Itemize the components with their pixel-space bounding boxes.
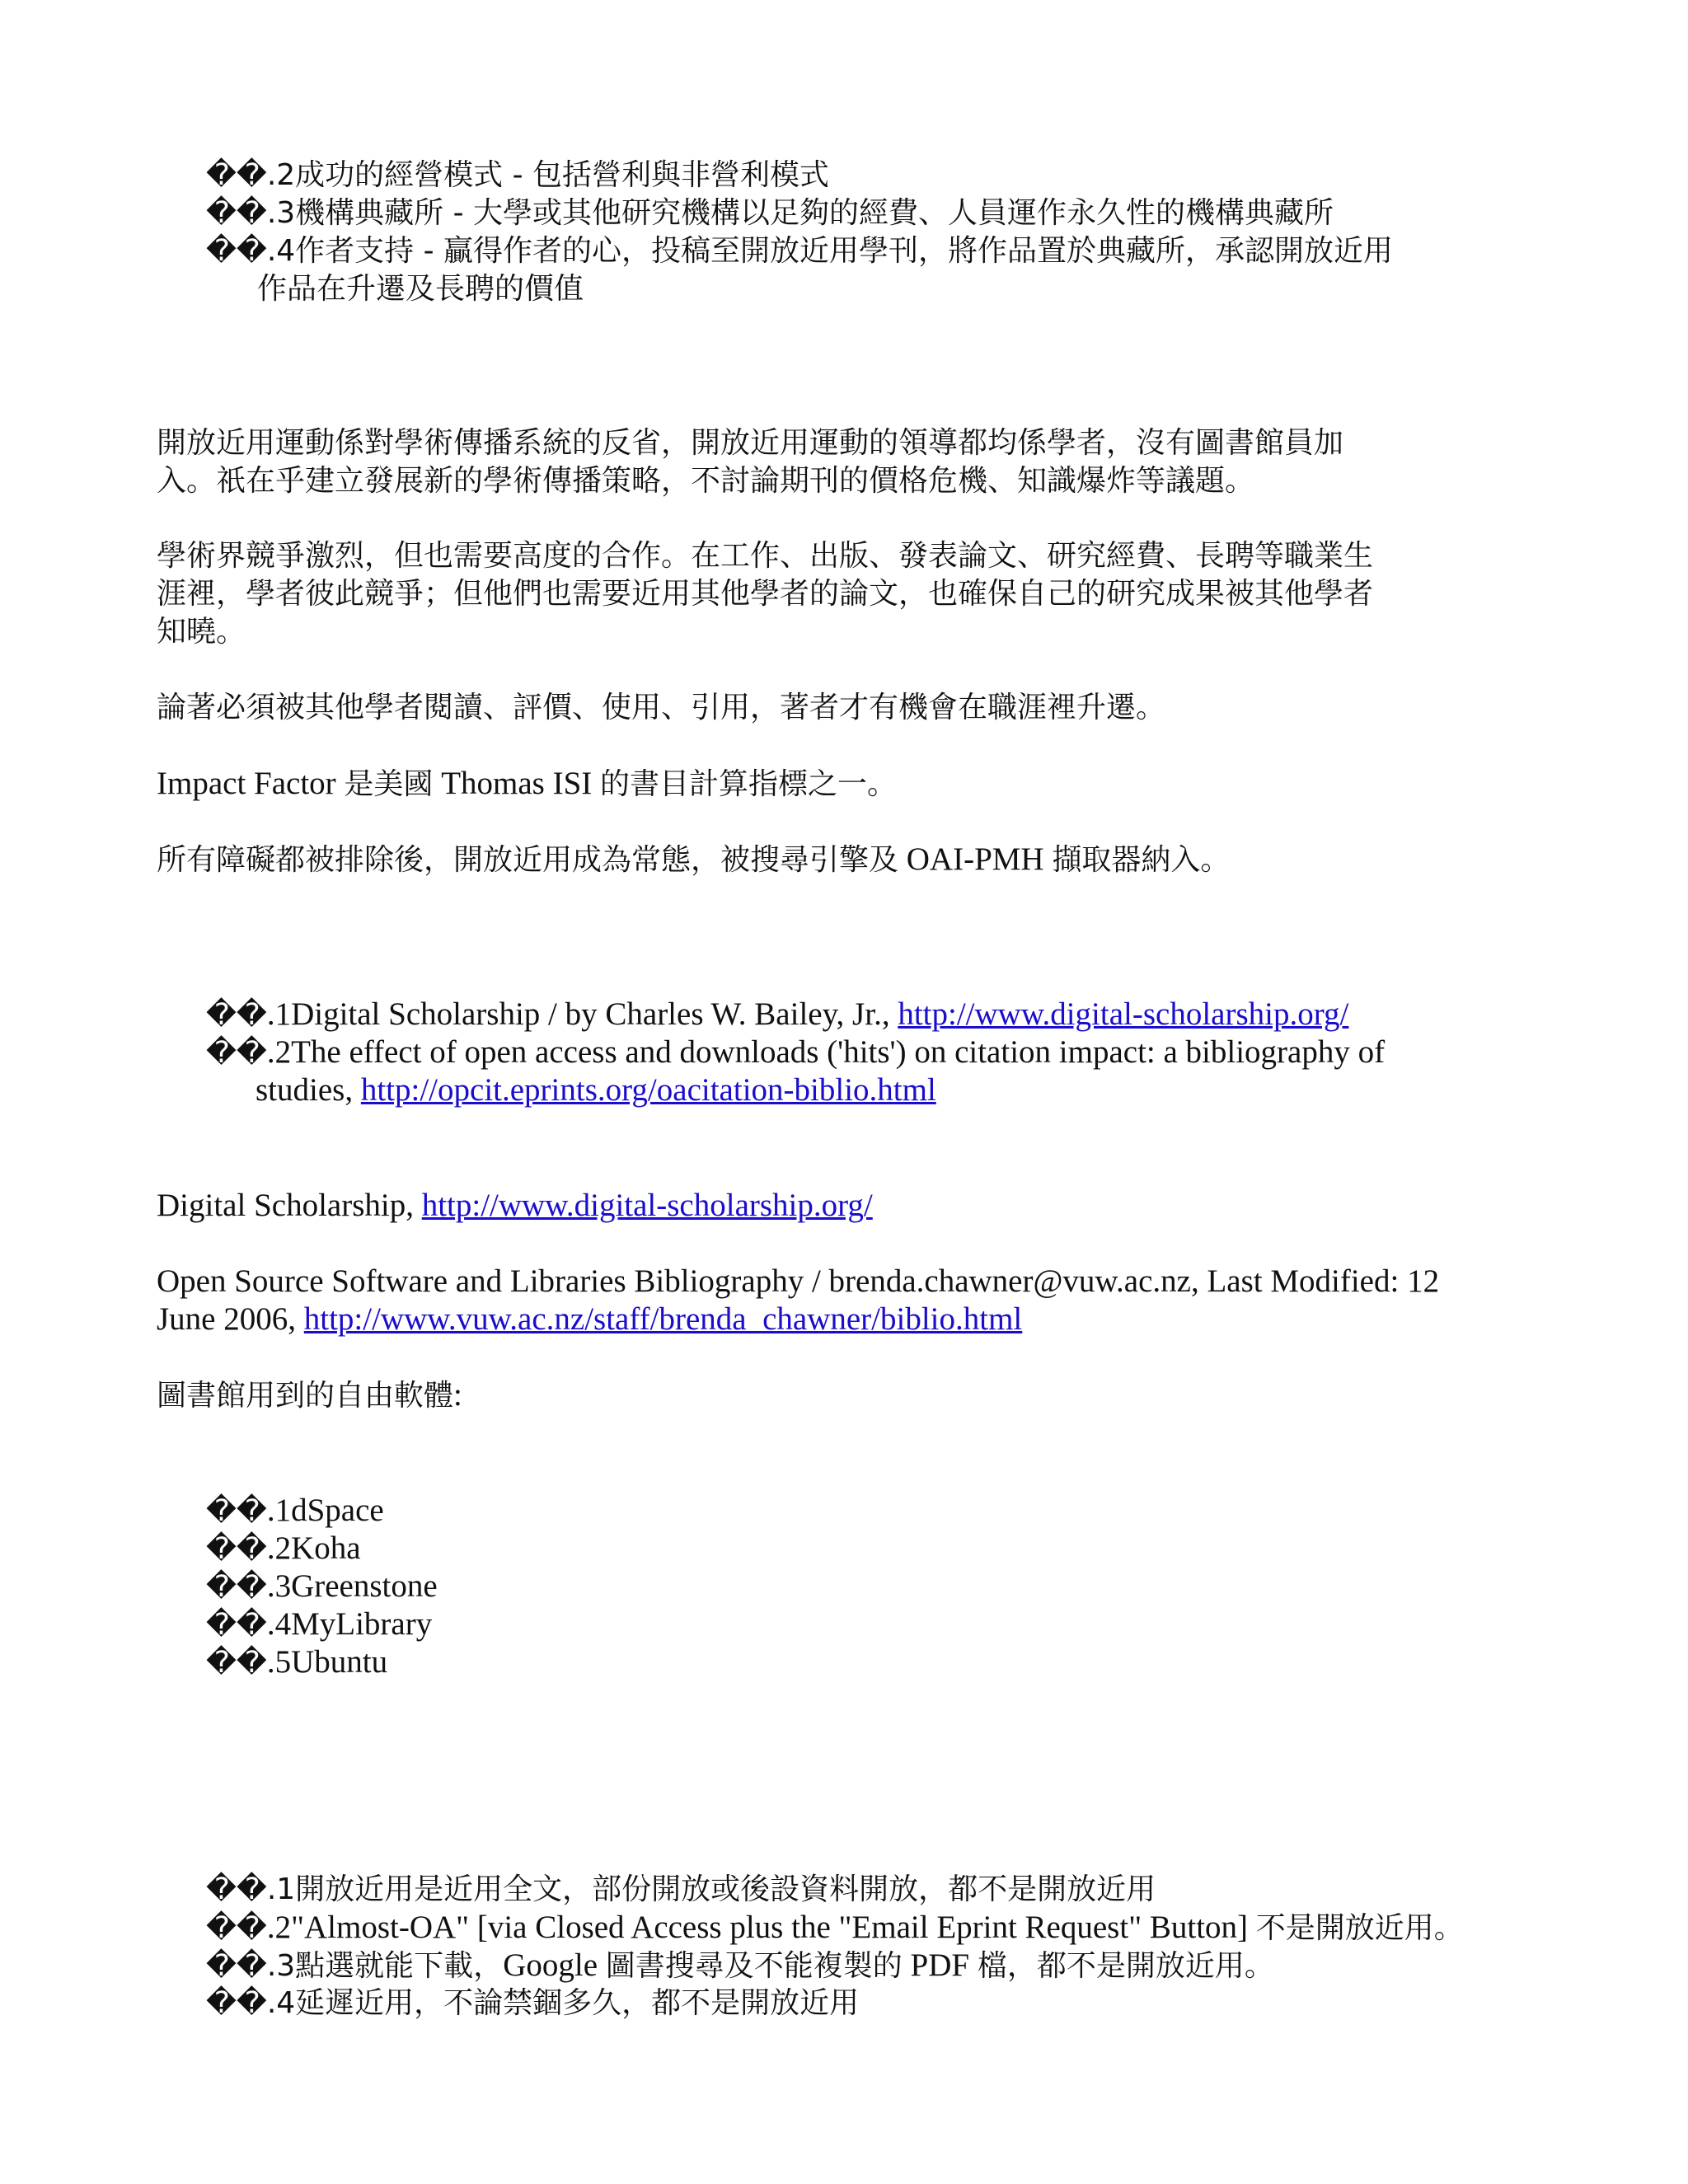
text-run: : [453, 1377, 462, 1413]
bullet-glyph: �� [206, 1494, 267, 1528]
text-run: 圖書搜尋及不能複製的 [605, 1949, 903, 1983]
list-item-text: .1dSpace [266, 1493, 384, 1528]
list-item-text: .4MyLibrary [266, 1606, 433, 1642]
bullet-glyph: �� [206, 1986, 267, 2020]
text-run: 圖書館用到的自由軟體 [157, 1379, 454, 1413]
list-item-text: .5Ubuntu [266, 1644, 388, 1680]
list-item [206, 157, 829, 194]
bullet-glyph: �� [206, 196, 267, 230]
text-run: 擷取器納入。 [1052, 843, 1231, 877]
paragraph-line: 知曉。 [157, 615, 246, 649]
reference-link[interactable]: http://www.digital-scholarship.org/ [421, 1188, 873, 1223]
bullet-glyph: �� [206, 998, 267, 1032]
reference-link[interactable]: http://opcit.eprints.org/oacitation-biblio.html [360, 1072, 936, 1108]
list-item-continuation: 作品在升遷及長聘的價值 [257, 272, 584, 306]
text-run: 所有障礙都被排除後，開放近用成為常態，被搜尋引擎及 [157, 843, 899, 877]
list-item-text: .3Greenstone [266, 1568, 438, 1604]
list-item [206, 1530, 361, 1568]
list-item [206, 1985, 859, 2022]
paragraph-line [157, 1376, 462, 1415]
list-item [206, 1947, 1274, 1985]
list-item-text: .3機構典藏所 - 大學或其他研究機構以足夠的經費、人員運作永久性的機構典藏所 [266, 196, 1334, 230]
reference-link[interactable]: http://www.digital-scholarship.org/ [898, 996, 1349, 1032]
bullet-glyph: �� [206, 1646, 267, 1680]
text-run: Digital Scholarship, [157, 1188, 422, 1223]
text-run: June 2006, [157, 1301, 304, 1337]
paragraph-line: Open Source Software and Libraries Bibliography / brenda.chawner@vuw.ac.nz, Last Modified: 12 [157, 1263, 1440, 1299]
paragraph-line [157, 1187, 873, 1225]
text-run: 不是開放近用。 [1255, 1911, 1464, 1945]
text-run: 的書目計算指標之一。 [600, 767, 898, 801]
list-item [206, 996, 1348, 1034]
list-item [206, 232, 1393, 270]
list-item-text: studies, [256, 1072, 361, 1108]
paragraph-line: 涯裡，學者彼此競爭；但他們也需要近用其他學者的論文，也確保自己的研究成果被其他學者 [157, 577, 1374, 611]
paragraph-line: 論著必須被其他學者閱讀、評價、使用、引用，著者才有機會在職涯裡升遷。 [157, 691, 1166, 724]
text-run: PDF [902, 1947, 978, 1983]
bullet-glyph: �� [206, 1570, 267, 1604]
bullet-glyph: �� [206, 1872, 267, 1906]
text-run: .3點選就能下載， [266, 1949, 504, 1983]
bullet-glyph: �� [206, 1949, 267, 1983]
paragraph-line [157, 841, 1230, 879]
text-run: Google [503, 1947, 606, 1983]
paragraph-line [157, 1301, 1022, 1338]
list-item [206, 1492, 384, 1530]
list-item-text: .1Digital Scholarship / by Charles W. Bailey, Jr., [266, 996, 898, 1032]
list-item-text: .1開放近用是近用全文，部份開放或後設資料開放，都不是開放近用 [266, 1872, 1156, 1906]
paragraph-line: 開放近用運動係對學術傳播系統的反省，開放近用運動的領導都均係學者，沒有圖書館員加 [157, 426, 1344, 460]
list-item [206, 1033, 1385, 1072]
list-item-text: .2The effect of open access and downloads ('hits') on citation impact: a bibliography of [266, 1034, 1386, 1070]
bullet-glyph: �� [206, 1036, 267, 1070]
paragraph-line [157, 765, 897, 804]
text-run: 檔，都不是開放近用。 [977, 1949, 1274, 1983]
list-item [206, 1605, 432, 1644]
list-item [206, 1909, 1464, 1947]
text-run: .2"Almost-OA" [via Closed Access plus the "Email Eprint Request" Button] [266, 1910, 1256, 1945]
list-item-text: .4作者支持 - 贏得作者的心，投稿至開放近用學刊，將作品置於典藏所，承認開放近用 [266, 234, 1394, 268]
reference-link[interactable]: http://www.vuw.ac.nz/staff/brenda_chawner/biblio.html [303, 1301, 1023, 1337]
list-item-text: .2成功的經營模式 - 包括營利與非營利模式 [266, 158, 830, 192]
list-item-text: .2Koha [266, 1530, 361, 1566]
list-item-continuation [256, 1071, 936, 1109]
bullet-glyph: �� [206, 234, 267, 268]
text-run: Thomas ISI [433, 766, 600, 801]
bullet-glyph: �� [206, 1608, 267, 1642]
bullet-glyph: �� [206, 158, 267, 192]
list-item-text: .4延遲近用，不論禁錮多久，都不是開放近用 [266, 1986, 860, 2020]
list-item [206, 194, 1334, 232]
bullet-glyph: �� [206, 1911, 267, 1945]
paragraph-line: 學術界競爭激烈，但也需要高度的合作。在工作、出版、發表論文、研究經費、長聘等職業生 [157, 539, 1374, 573]
text-run: 是美國 [344, 767, 434, 801]
text-run: OAI-PMH [898, 841, 1053, 877]
text-run: Impact Factor [157, 766, 345, 801]
list-item [206, 1871, 1156, 1909]
list-item [206, 1568, 438, 1606]
paragraph-line: 入。祇在乎建立發展新的學術傳播策略，不討論期刊的價格危機、知識爆炸等議題。 [157, 464, 1255, 498]
list-item [206, 1643, 387, 1682]
bullet-glyph: �� [206, 1532, 267, 1566]
